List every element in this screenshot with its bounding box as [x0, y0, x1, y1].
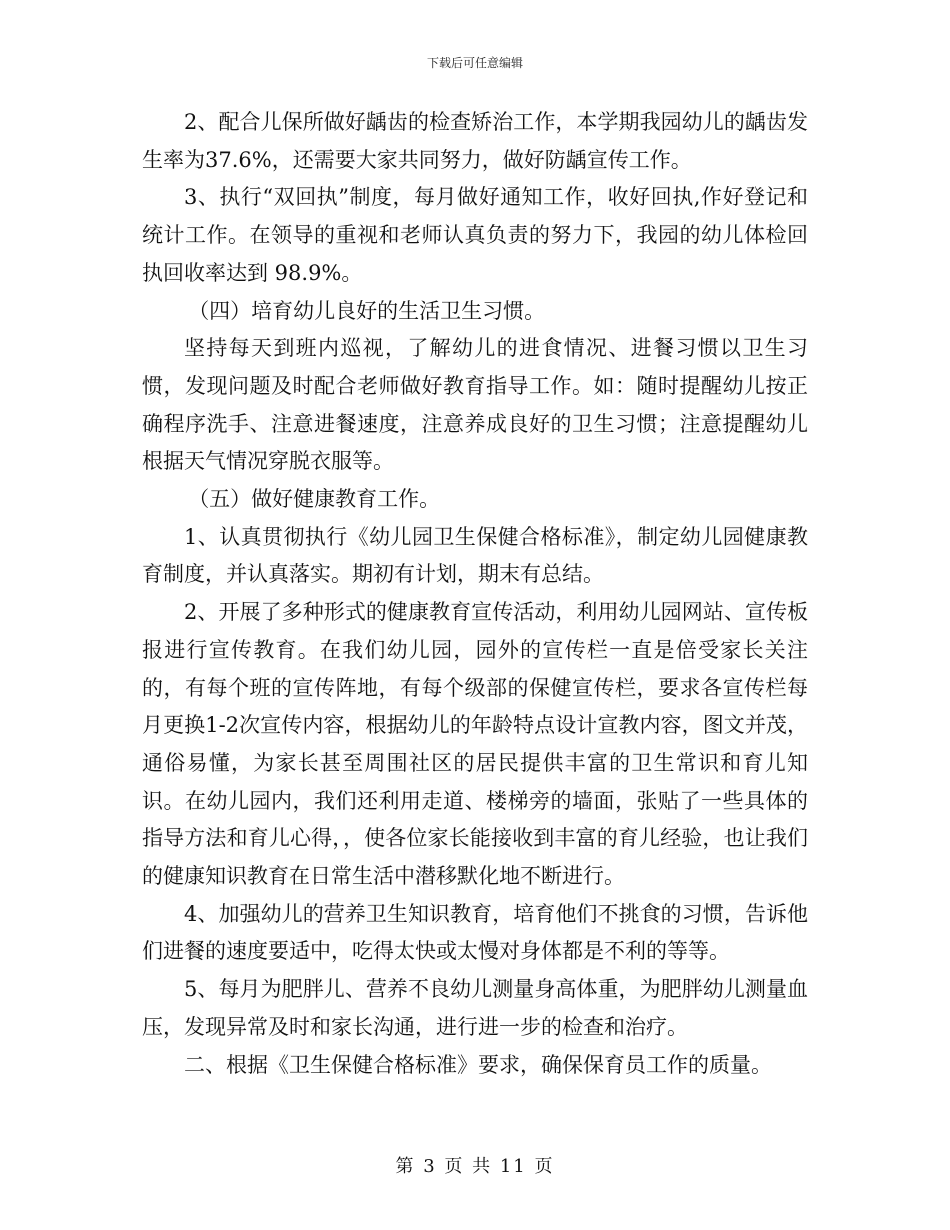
paragraph: 2、开展了多种形式的健康教育宣传活动，利用幼儿园网站、宣传板报进行宣传教育。在我们幼儿园，园外的宣传栏一直是倍受家长关注的，有每个班的宣传阵地，有每个级部的保健宣传栏，要求各宣传栏每月更换1-2次宣传内容，根据幼儿的年龄特点设计宣教内容，图文并茂，通俗易懂，为家长甚至周围社区的居民提供丰富的卫生常识和育儿知识。在幼儿园内，我们还利用走道、楼梯旁的墙面，张贴了一些具体的指导方法和育儿心得，，使各位家长能接收到丰富的育儿经验，也让我们的健康知识教育在日常生活中潜移默化地不断进行。 [142, 600, 808, 889]
paragraph: 1、认真贯彻执行《幼儿园卫生保健合格标准》，制定幼儿园健康教育制度，并认真落实。期初有计划，期末有总结。 [142, 524, 808, 587]
header-note: 下载后可任意编辑 [426, 56, 523, 70]
paragraph: 二、根据《卫生保健合格标准》要求，确保保育员工作的质量。 [184, 1052, 772, 1077]
section-heading: （五）做好健康教育工作。 [188, 487, 441, 512]
paragraph: 坚持每天到班内巡视，了解幼儿的进食情况、进餐习惯以卫生习惯，发现问题及时配合老师做好教育指导工作。如：随时提醒幼儿按正确程序洗手、注意进餐速度，注意养成良好的卫生习惯；注意提醒幼儿根据天气情况穿脱衣服等。 [142, 336, 808, 474]
paragraph: 2、配合儿保所做好龋齿的检查矫治工作，本学期我园幼儿的龋齿发生率为37.6%，还需要大家共同努力，做好防龋宣传工作。 [142, 110, 808, 172]
paragraph: 3、执行“双回执”制度，每月做好通知工作，收好回执,作好登记和统计工作。在领导的重视和老师认真负责的努力下，我园的幼儿体检回执回收率达到 98.9%。 [142, 185, 808, 285]
page-number-footer: 第 3 页 共 11 页 [395, 1156, 555, 1177]
section-heading: （四）培育幼儿良好的生活卫生习惯。 [188, 298, 546, 323]
paragraph: 4、加强幼儿的营养卫生知识教育，培育他们不挑食的习惯，告诉他们进餐的速度要适中，吃得太快或太慢对身体都是不利的等等。 [142, 901, 808, 964]
document-body [142, 104, 808, 1084]
paragraph: 5、每月为肥胖儿、营养不良幼儿测量身高体重，为肥胖幼儿测量血压，发现异常及时和家长沟通，进行进一步的检查和治疗。 [142, 977, 808, 1039]
